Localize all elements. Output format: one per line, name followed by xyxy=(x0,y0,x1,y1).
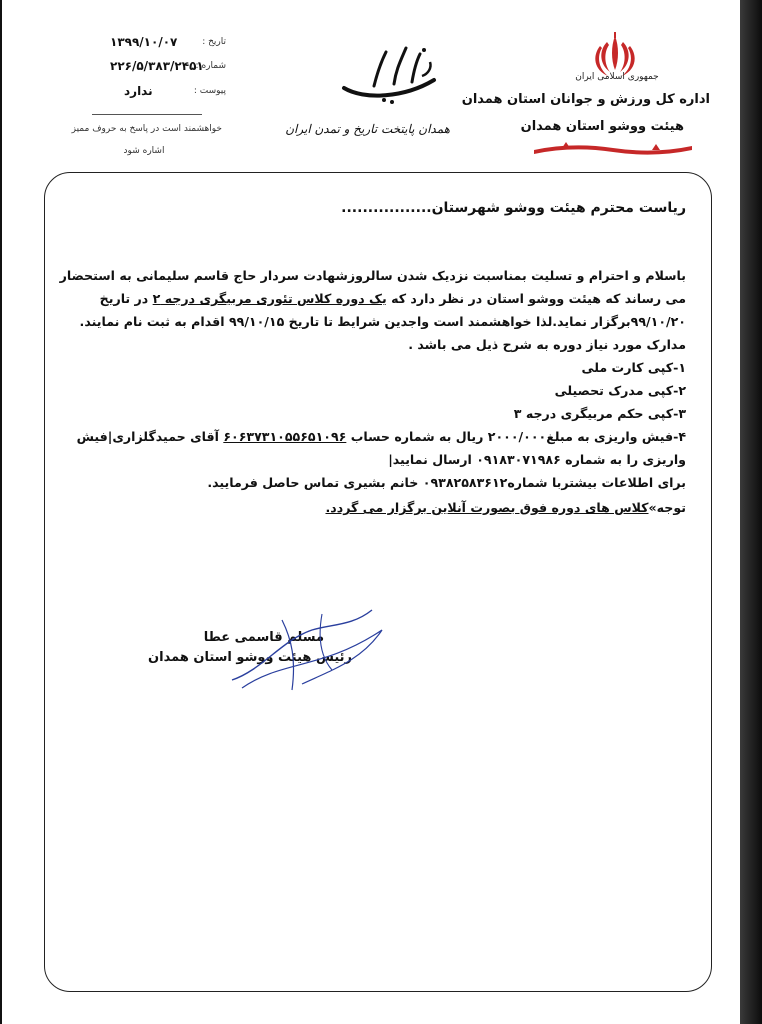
header-divider xyxy=(92,114,202,115)
signer-title: رئیس هیئت ووشو استان همدان xyxy=(148,650,352,665)
org-name-line1: اداره کل ورزش و جوانان استان همدان xyxy=(461,92,710,107)
list-item: واریزی را به شماره ۰۹۱۸۳۰۷۱۹۸۶ ارسال نمایید| xyxy=(388,452,686,467)
body-line: می رساند که هیئت ووشو استان در نظر دارد که یک دوره کلاس تئوری مربیگری درجه ۲ در تاریخ xyxy=(99,291,686,306)
list-item: ۳-کپی حکم مربیگری درجه ۳ xyxy=(513,406,686,421)
attachment-value: ندارد xyxy=(124,84,153,98)
number-value: ۲۲۶/۵/۳۸۳/۲۴۵۱ xyxy=(110,59,204,73)
republic-caption: جمهوری اسلامی ایران xyxy=(575,72,659,82)
letter-body xyxy=(59,264,686,494)
list-item: ۲-کپی مدرک تحصیلی xyxy=(554,383,686,398)
org-name-line2: هیئت ووشو استان همدان xyxy=(520,119,684,134)
handwritten-signature xyxy=(222,600,402,700)
letter-page xyxy=(2,0,740,1024)
number-row xyxy=(110,59,226,77)
reply-hint-line2: اشاره شود xyxy=(123,146,165,156)
attachment-label: پیوست : xyxy=(193,86,226,96)
date-label: تاریخ : xyxy=(202,37,226,47)
attachment-row xyxy=(110,84,226,102)
red-banner-ornament xyxy=(532,140,694,158)
list-item: ۴-فیش واریزی به مبلغ۲۰۰۰/۰۰۰ ریال به شماره حساب ۶۰۶۳۷۳۱۰۵۵۶۵۱۰۹۶ آقای حمیدگلزاری|فیش xyxy=(76,429,686,444)
body-line: ۹۹/۱۰/۲۰برگزار نماید.لذا خواهشمند است واجدین شرایط تا تاریخ ۹۹/۱۰/۱۵ اقدام به ثبت نام نمایند. xyxy=(79,314,686,329)
signer-name: مسلم قاسمی عطا xyxy=(203,630,324,645)
body-line: باسلام و احترام و تسلیت بمناسبت نزدیک شدن سالروزشهادت سردار حاج قاسم سلیمانی به استحضار xyxy=(59,268,686,283)
city-motto: همدان پایتخت تاریخ و تمدن ایران xyxy=(285,122,450,136)
date-row xyxy=(110,35,226,53)
list-item: ۱-کپی کارت ملی xyxy=(581,360,686,375)
salutation: ریاست محترم هیئت ووشو شهرستان................. xyxy=(341,200,686,216)
number-label: شماره : xyxy=(195,61,226,71)
bismillah-calligraphy xyxy=(334,40,454,110)
reply-hint-line1: خواهشمند است در پاسخ به حروف ممیز xyxy=(71,124,222,134)
info-line: برای اطلاعات بیشتربا شماره۰۹۳۸۲۵۸۳۶۱۲ خانم بشیری تماس حاصل فرمایید. xyxy=(207,475,686,490)
date-value: ۱۳۹۹/۱۰/۰۷ xyxy=(110,35,178,49)
screen-edge xyxy=(740,0,762,1024)
body-line: مدارک مورد نیاز دوره به شرح ذیل می باشد . xyxy=(408,337,686,352)
note-line: توجه»کلاس های دوره فوق بصورت آنلاین برگزار می گردد. xyxy=(325,500,686,515)
